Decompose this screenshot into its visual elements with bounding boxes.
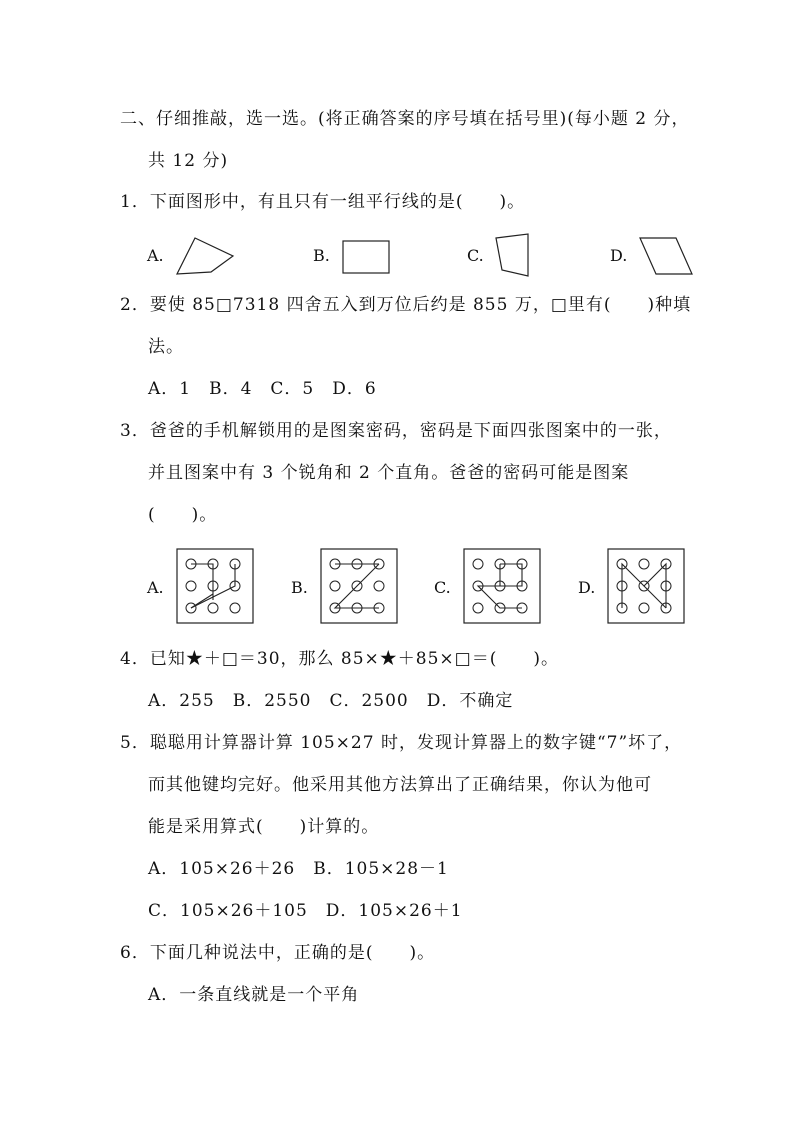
q3-option-c-label: C. <box>434 578 451 597</box>
question-5-text-line1: 5．聪聪用计算器计算 105×27 时，发现计算器上的数字键“7”坏了， <box>120 733 683 753</box>
q1-option-b-label: B. <box>313 246 330 265</box>
q1-rectangle-shape <box>341 239 391 275</box>
q1-trapezoid-shape <box>494 232 532 278</box>
section-title-line1: 二、仔细推敲，选一选。(将正确答案的序号填在括号里)(每小题 2 分， <box>120 109 690 129</box>
question-4-options: A．255 B．2550 C．2500 D．不确定 <box>148 691 514 711</box>
q1-parallelogram-shape <box>638 236 694 276</box>
q3-unlock-pattern-d <box>607 548 685 624</box>
question-2-text-line1: 2．要使 85□7318 四舍五入到万位后约是 855 万，□里有( )种填 <box>120 295 692 315</box>
question-6-text: 6．下面几种说法中，正确的是( )。 <box>120 943 436 963</box>
question-5-text-line2: 而其他键均完好。他采用其他方法算出了正确结果，你认为他可 <box>148 775 652 795</box>
question-1-text: 1．下面图形中，有且只有一组平行线的是( )。 <box>120 192 526 212</box>
q1-option-d-label: D. <box>610 246 628 265</box>
q1-irregular-quadrilateral-shape <box>175 236 237 276</box>
q3-option-b-label: B. <box>291 578 308 597</box>
question-5-options-line2: C．105×26＋105 D．105×26＋1 <box>148 901 463 921</box>
question-3-text-line3: ( )。 <box>148 505 218 525</box>
question-4-text: 4．已知★＋□＝30，那么 85×★＋85×□＝( )。 <box>120 649 559 669</box>
q3-option-d-label: D. <box>578 578 596 597</box>
section-title-line2: 共 12 分) <box>148 151 229 171</box>
question-3-text-line1: 3．爸爸的手机解锁用的是图案密码，密码是下面四张图案中的一张， <box>120 421 672 441</box>
q3-unlock-pattern-c <box>463 548 541 624</box>
question-5-options-line1: A．105×26＋26 B．105×28－1 <box>148 859 449 879</box>
q3-unlock-pattern-a <box>176 548 254 624</box>
question-5-text-line3: 能是采用算式( )计算的。 <box>148 817 380 837</box>
question-6-option-a: A．一条直线就是一个平角 <box>148 985 360 1005</box>
q1-option-c-label: C. <box>467 246 484 265</box>
question-2-options: A．1 B．4 C．5 D．6 <box>148 379 377 399</box>
q3-option-a-label: A. <box>147 578 164 597</box>
q3-unlock-pattern-b <box>320 548 398 624</box>
question-3-text-line2: 并且图案中有 3 个锐角和 2 个直角。爸爸的密码可能是图案 <box>148 463 630 483</box>
q1-option-a-label: A. <box>147 246 164 265</box>
question-2-text-line2: 法。 <box>148 337 184 357</box>
